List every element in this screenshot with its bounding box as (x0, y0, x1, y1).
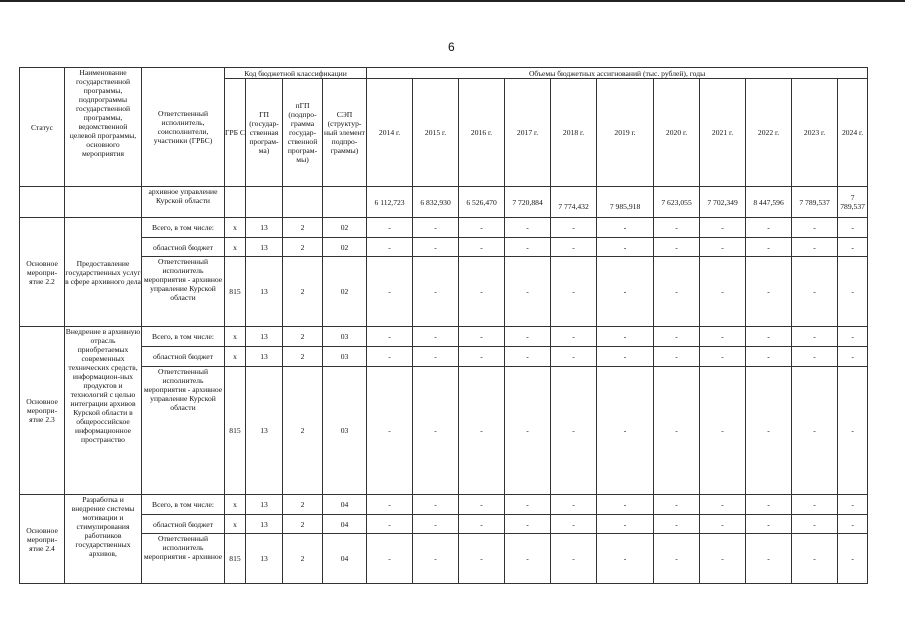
header-year: 2023 г. (792, 79, 838, 187)
value-cell: 7 985,918 (597, 187, 654, 218)
header-name: Наименование государственной программы, подпрограммы государственной программы, ведомственной целевой программы, основного мероприятия (65, 68, 142, 187)
header-year: 2020 г. (654, 79, 700, 187)
status-cell (20, 187, 65, 218)
pgp-cell: 2 (283, 534, 323, 584)
value-cell: - (505, 327, 551, 347)
value-cell: - (654, 238, 700, 257)
value-cell: - (792, 347, 838, 367)
value-cell: - (413, 327, 459, 347)
header-year: 2016 г. (459, 79, 505, 187)
table-row (20, 187, 868, 218)
header-year: 2021 г. (700, 79, 746, 187)
value-cell: - (792, 218, 838, 238)
value-cell: - (367, 495, 413, 515)
table-row (20, 257, 868, 327)
header-gp: ГП (государ-ственная програм-ма) (246, 79, 283, 187)
value-cell: - (597, 495, 654, 515)
grbs-cell: x (225, 515, 246, 534)
table-row (20, 238, 868, 257)
value-cell: 6 832,930 (413, 187, 459, 218)
value-cell: - (413, 367, 459, 495)
gp-cell: 13 (246, 327, 283, 347)
value-cell: - (367, 238, 413, 257)
value-cell: - (746, 257, 792, 327)
value-cell: - (792, 367, 838, 495)
value-cell: - (367, 534, 413, 584)
executor-cell: областной бюджет (142, 238, 225, 257)
value-cell: - (505, 238, 551, 257)
table-row (20, 327, 868, 347)
name-cell: Предоставление государственных услуг в сфере архивного дела (65, 218, 142, 327)
value-cell: - (700, 515, 746, 534)
pgp-cell: 2 (283, 327, 323, 347)
grbs-cell: x (225, 238, 246, 257)
pgp-cell: 2 (283, 218, 323, 238)
header-year: 2024 г. (838, 79, 868, 187)
value-cell: - (792, 515, 838, 534)
value-cell: - (413, 347, 459, 367)
value-cell: - (413, 218, 459, 238)
name-cell: Разработка и внедрение системы мотивации и стимулирования работников государственных архивов, (65, 495, 142, 584)
value-cell: - (413, 515, 459, 534)
value-cell: 7 720,884 (505, 187, 551, 218)
gp-cell: 13 (246, 367, 283, 495)
sep-cell: 03 (323, 367, 367, 495)
grbs-cell: x (225, 495, 246, 515)
executor-cell: Всего, в том числе: (142, 495, 225, 515)
value-cell: - (551, 257, 597, 327)
executor-cell: Всего, в том числе: (142, 327, 225, 347)
status-cell: Основное меропри-ятие 2.3 (20, 327, 65, 495)
value-cell: - (700, 347, 746, 367)
page-number: 6 (448, 40, 455, 54)
header-sep: СЭП (структур-ный элемент подпро-граммы) (323, 79, 367, 187)
sep-cell: 04 (323, 495, 367, 515)
value-cell: - (654, 218, 700, 238)
executor-cell: Ответственный исполнитель мероприятия - архивное управление Курской области (142, 367, 225, 495)
value-cell: - (551, 534, 597, 584)
value-cell: - (838, 367, 868, 495)
value-cell: - (551, 367, 597, 495)
pgp-cell: 2 (283, 495, 323, 515)
value-cell: - (413, 257, 459, 327)
value-cell: - (459, 218, 505, 238)
header-year: 2017 г. (505, 79, 551, 187)
pgp-cell: 2 (283, 515, 323, 534)
status-cell: Основное меропри-ятие 2.4 (20, 495, 65, 584)
sep-cell: 02 (323, 218, 367, 238)
value-cell: - (700, 257, 746, 327)
gp-cell: 13 (246, 534, 283, 584)
header-year: 2022 г. (746, 79, 792, 187)
value-cell: - (597, 367, 654, 495)
value-cell: - (654, 347, 700, 367)
value-cell: - (459, 238, 505, 257)
value-cell: - (459, 327, 505, 347)
header-year: 2018 г. (551, 79, 597, 187)
value-cell: - (505, 347, 551, 367)
value-cell: - (459, 347, 505, 367)
grbs-cell: x (225, 218, 246, 238)
table-row (20, 218, 868, 238)
gp-cell: 13 (246, 347, 283, 367)
gp-cell: 13 (246, 257, 283, 327)
value-cell: - (505, 257, 551, 327)
value-cell: - (838, 495, 868, 515)
value-cell: - (367, 327, 413, 347)
value-cell: - (367, 367, 413, 495)
value-cell: - (551, 347, 597, 367)
value-cell: - (505, 218, 551, 238)
value-cell: - (597, 238, 654, 257)
value-cell: - (367, 515, 413, 534)
value-cell: - (597, 327, 654, 347)
executor-cell: областной бюджет (142, 347, 225, 367)
header-budget-code: Код бюджетной классификации (225, 68, 367, 79)
value-cell: 7 623,055 (654, 187, 700, 218)
value-cell: - (700, 218, 746, 238)
pgp-cell: 2 (283, 347, 323, 367)
value-cell: 6 112,723 (367, 187, 413, 218)
value-cell: - (654, 495, 700, 515)
pgp-cell: 2 (283, 257, 323, 327)
value-cell: - (505, 495, 551, 515)
value-cell: - (551, 218, 597, 238)
status-cell: Основное меропри-ятие 2.2 (20, 218, 65, 327)
gp-cell: 13 (246, 515, 283, 534)
value-cell: - (551, 495, 597, 515)
header-year: 2015 г. (413, 79, 459, 187)
executor-cell: Всего, в том числе: (142, 218, 225, 238)
value-cell: - (746, 534, 792, 584)
value-cell: - (792, 238, 838, 257)
value-cell: - (413, 534, 459, 584)
value-cell: - (654, 257, 700, 327)
value-cell: - (792, 327, 838, 347)
value-cell: - (367, 347, 413, 367)
sep-cell: 04 (323, 534, 367, 584)
value-cell: - (700, 534, 746, 584)
header-year: 2014 г. (367, 79, 413, 187)
value-cell: - (700, 495, 746, 515)
value-cell: - (838, 327, 868, 347)
sep-cell: 02 (323, 238, 367, 257)
value-cell: - (597, 515, 654, 534)
value-cell: - (551, 515, 597, 534)
value-cell: - (838, 534, 868, 584)
value-cell: 7 774,432 (551, 187, 597, 218)
value-cell: - (792, 495, 838, 515)
grbs-cell: x (225, 347, 246, 367)
value-cell: - (459, 515, 505, 534)
value-cell: - (459, 367, 505, 495)
value-cell: 7 702,349 (700, 187, 746, 218)
name-cell: Внедрение в архивную отрасль приобретаемых современных технических средств, информацион-ных продуктов и технологий с целью интеграции архивов Курской области в общероссийское информационное пространство (65, 327, 142, 495)
value-cell: - (505, 534, 551, 584)
value-cell: 6 526,470 (459, 187, 505, 218)
table-row (20, 534, 868, 584)
executor-cell: Ответственный исполнитель мероприятия - архивное управление Курской области (142, 257, 225, 327)
grbs-cell: 815 (225, 257, 246, 327)
value-cell: - (792, 257, 838, 327)
value-cell: - (746, 347, 792, 367)
value-cell: 8 447,596 (746, 187, 792, 218)
header-year: 2019 г. (597, 79, 654, 187)
table-row (20, 347, 868, 367)
value-cell: - (838, 238, 868, 257)
pgp-cell: 2 (283, 238, 323, 257)
table-row (20, 515, 868, 534)
value-cell: - (413, 238, 459, 257)
sep-cell: 03 (323, 327, 367, 347)
grbs-cell: x (225, 327, 246, 347)
value-cell: - (597, 218, 654, 238)
value-cell: - (746, 367, 792, 495)
value-cell: - (746, 327, 792, 347)
value-cell: - (700, 367, 746, 495)
pgp-cell (283, 187, 323, 218)
value-cell: - (838, 257, 868, 327)
value-cell: - (746, 218, 792, 238)
grbs-cell: 815 (225, 534, 246, 584)
grbs-cell (225, 187, 246, 218)
value-cell: - (551, 238, 597, 257)
value-cell: - (459, 534, 505, 584)
value-cell: - (792, 534, 838, 584)
gp-cell (246, 187, 283, 218)
value-cell: - (654, 327, 700, 347)
name-cell (65, 187, 142, 218)
header-status: Статус (20, 68, 65, 187)
value-cell: - (838, 347, 868, 367)
executor-cell: Ответственный исполнитель мероприятия - архивное (142, 534, 225, 584)
value-cell: 7 789,537 (838, 187, 868, 218)
gp-cell: 13 (246, 238, 283, 257)
value-cell: 7 789,537 (792, 187, 838, 218)
value-cell: - (838, 515, 868, 534)
sep-cell: 03 (323, 347, 367, 367)
header-volumes: Объемы бюджетных ассигнований (тыс. рублей), годы (367, 68, 868, 79)
header-executor: Ответственный исполнитель, соисполнители, участники (ГРБС) (142, 68, 225, 187)
gp-cell: 13 (246, 218, 283, 238)
executor-cell: областной бюджет (142, 515, 225, 534)
value-cell: - (459, 495, 505, 515)
value-cell: - (700, 238, 746, 257)
pgp-cell: 2 (283, 367, 323, 495)
value-cell: - (746, 515, 792, 534)
budget-table (19, 67, 868, 584)
top-border-line (0, 0, 905, 2)
value-cell: - (505, 515, 551, 534)
sep-cell: 04 (323, 515, 367, 534)
value-cell: - (459, 257, 505, 327)
value-cell: - (700, 327, 746, 347)
sep-cell: 02 (323, 257, 367, 327)
value-cell: - (597, 534, 654, 584)
value-cell: - (654, 534, 700, 584)
value-cell: - (505, 367, 551, 495)
grbs-cell: 815 (225, 367, 246, 495)
sep-cell (323, 187, 367, 218)
value-cell: - (654, 515, 700, 534)
value-cell: - (746, 238, 792, 257)
gp-cell: 13 (246, 495, 283, 515)
value-cell: - (597, 257, 654, 327)
value-cell: - (597, 347, 654, 367)
value-cell: - (413, 495, 459, 515)
value-cell: - (551, 327, 597, 347)
table-row (20, 495, 868, 515)
executor-cell: архивное управление Курской области (142, 187, 225, 218)
header-grbs: ГРБ С (225, 79, 246, 187)
table-row (20, 367, 868, 495)
value-cell: - (367, 218, 413, 238)
header-pgp: пГП (подпро-грамма государ-ственной програм-мы) (283, 79, 323, 187)
value-cell: - (654, 367, 700, 495)
value-cell: - (367, 257, 413, 327)
value-cell: - (838, 218, 868, 238)
value-cell: - (746, 495, 792, 515)
